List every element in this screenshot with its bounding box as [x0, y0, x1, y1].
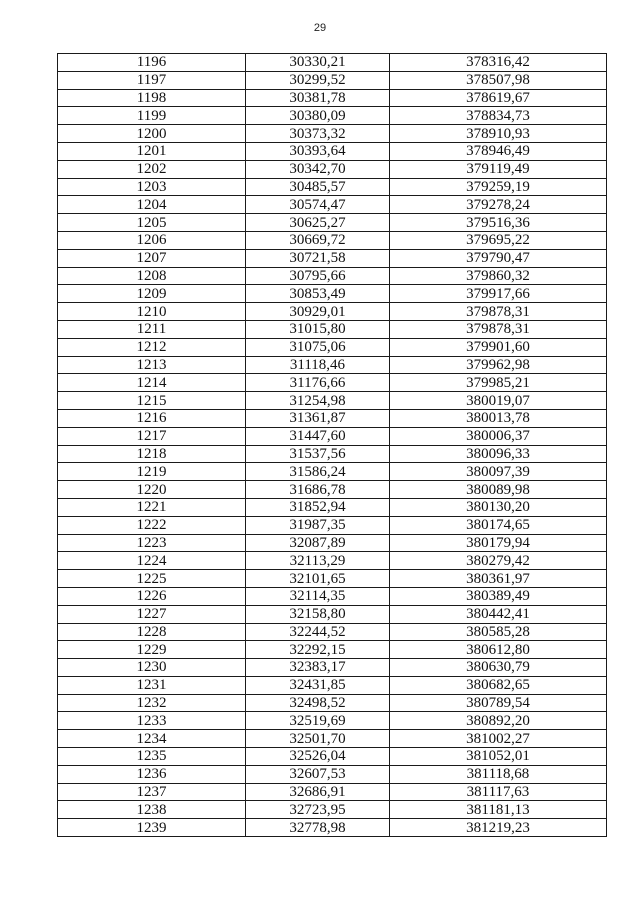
- table-row: [58, 730, 607, 748]
- y-coordinate-cell: 378946,49: [390, 142, 607, 160]
- y-coordinate-cell: 380892,20: [390, 712, 607, 730]
- point-number-cell: 1209: [58, 285, 246, 303]
- x-coordinate-cell: 32519,69: [246, 712, 390, 730]
- x-coordinate-cell: 30373,32: [246, 125, 390, 143]
- y-coordinate-cell: 379259,19: [390, 178, 607, 196]
- y-coordinate-cell: 380097,39: [390, 463, 607, 481]
- point-number-cell: 1200: [58, 125, 246, 143]
- x-coordinate-cell: 30381,78: [246, 89, 390, 107]
- y-coordinate-cell: 379878,31: [390, 303, 607, 321]
- x-coordinate-cell: 30342,70: [246, 160, 390, 178]
- x-coordinate-cell: 31686,78: [246, 481, 390, 499]
- x-coordinate-cell: 31537,56: [246, 445, 390, 463]
- x-coordinate-cell: 31361,87: [246, 409, 390, 427]
- x-coordinate-cell: 32686,91: [246, 783, 390, 801]
- y-coordinate-cell: 378619,67: [390, 89, 607, 107]
- table-row: [58, 356, 607, 374]
- point-number-cell: 1238: [58, 801, 246, 819]
- point-number-cell: 1237: [58, 783, 246, 801]
- table-row: [58, 303, 607, 321]
- y-coordinate-cell: 381002,27: [390, 730, 607, 748]
- point-number-cell: 1218: [58, 445, 246, 463]
- x-coordinate-cell: 31852,94: [246, 498, 390, 516]
- y-coordinate-cell: 379962,98: [390, 356, 607, 374]
- point-number-cell: 1201: [58, 142, 246, 160]
- x-coordinate-cell: 32292,15: [246, 641, 390, 659]
- table-row: [58, 783, 607, 801]
- x-coordinate-cell: 30795,66: [246, 267, 390, 285]
- y-coordinate-cell: 380361,97: [390, 570, 607, 588]
- x-coordinate-cell: 32244,52: [246, 623, 390, 641]
- table-row: [58, 516, 607, 534]
- table-body: [58, 54, 607, 837]
- table-row: [58, 481, 607, 499]
- y-coordinate-cell: 378316,42: [390, 54, 607, 72]
- table-row: [58, 196, 607, 214]
- table-row: [58, 552, 607, 570]
- y-coordinate-cell: 380389,49: [390, 587, 607, 605]
- table-row: [58, 587, 607, 605]
- y-coordinate-cell: 379695,22: [390, 231, 607, 249]
- point-number-cell: 1214: [58, 374, 246, 392]
- point-number-cell: 1213: [58, 356, 246, 374]
- point-number-cell: 1233: [58, 712, 246, 730]
- point-number-cell: 1224: [58, 552, 246, 570]
- y-coordinate-cell: 378507,98: [390, 71, 607, 89]
- x-coordinate-cell: 30330,21: [246, 54, 390, 72]
- point-number-cell: 1228: [58, 623, 246, 641]
- point-number-cell: 1196: [58, 54, 246, 72]
- x-coordinate-cell: 30299,52: [246, 71, 390, 89]
- y-coordinate-cell: 380442,41: [390, 605, 607, 623]
- table-row: [58, 231, 607, 249]
- x-coordinate-cell: 31075,06: [246, 338, 390, 356]
- x-coordinate-cell: 32431,85: [246, 676, 390, 694]
- table-row: [58, 374, 607, 392]
- point-number-cell: 1221: [58, 498, 246, 516]
- point-number-cell: 1219: [58, 463, 246, 481]
- table-row: [58, 267, 607, 285]
- x-coordinate-cell: 31118,46: [246, 356, 390, 374]
- point-number-cell: 1231: [58, 676, 246, 694]
- y-coordinate-cell: 380682,65: [390, 676, 607, 694]
- y-coordinate-cell: 379985,21: [390, 374, 607, 392]
- table-row: [58, 498, 607, 516]
- y-coordinate-cell: 381052,01: [390, 748, 607, 766]
- table-row: [58, 320, 607, 338]
- x-coordinate-cell: 32158,80: [246, 605, 390, 623]
- x-coordinate-cell: 32501,70: [246, 730, 390, 748]
- y-coordinate-cell: 380089,98: [390, 481, 607, 499]
- x-coordinate-cell: 31987,35: [246, 516, 390, 534]
- table-row: [58, 427, 607, 445]
- table-row: [58, 285, 607, 303]
- y-coordinate-cell: 380179,94: [390, 534, 607, 552]
- x-coordinate-cell: 32114,35: [246, 587, 390, 605]
- table-row: [58, 623, 607, 641]
- y-coordinate-cell: 380013,78: [390, 409, 607, 427]
- point-number-cell: 1239: [58, 819, 246, 837]
- table-row: [58, 142, 607, 160]
- point-number-cell: 1210: [58, 303, 246, 321]
- x-coordinate-cell: 30929,01: [246, 303, 390, 321]
- table-row: [58, 89, 607, 107]
- table-row: [58, 392, 607, 410]
- y-coordinate-cell: 379516,36: [390, 214, 607, 232]
- point-number-cell: 1204: [58, 196, 246, 214]
- table-row: [58, 54, 607, 72]
- x-coordinate-cell: 31586,24: [246, 463, 390, 481]
- y-coordinate-cell: 381181,13: [390, 801, 607, 819]
- y-coordinate-cell: 380585,28: [390, 623, 607, 641]
- y-coordinate-cell: 381117,63: [390, 783, 607, 801]
- y-coordinate-cell: 380130,20: [390, 498, 607, 516]
- y-coordinate-cell: 380612,80: [390, 641, 607, 659]
- coordinates-table: [57, 53, 607, 837]
- x-coordinate-cell: 30485,57: [246, 178, 390, 196]
- x-coordinate-cell: 32526,04: [246, 748, 390, 766]
- y-coordinate-cell: 379878,31: [390, 320, 607, 338]
- x-coordinate-cell: 32101,65: [246, 570, 390, 588]
- x-coordinate-cell: 32113,29: [246, 552, 390, 570]
- point-number-cell: 1235: [58, 748, 246, 766]
- table-row: [58, 534, 607, 552]
- y-coordinate-cell: 379790,47: [390, 249, 607, 267]
- table-row: [58, 748, 607, 766]
- y-coordinate-cell: 379901,60: [390, 338, 607, 356]
- y-coordinate-cell: 380096,33: [390, 445, 607, 463]
- point-number-cell: 1208: [58, 267, 246, 285]
- table-row: [58, 712, 607, 730]
- y-coordinate-cell: 381118,68: [390, 765, 607, 783]
- table-row: [58, 463, 607, 481]
- point-number-cell: 1203: [58, 178, 246, 196]
- point-number-cell: 1212: [58, 338, 246, 356]
- point-number-cell: 1215: [58, 392, 246, 410]
- table-row: [58, 445, 607, 463]
- y-coordinate-cell: 380019,07: [390, 392, 607, 410]
- x-coordinate-cell: 32087,89: [246, 534, 390, 552]
- table-row: [58, 107, 607, 125]
- point-number-cell: 1229: [58, 641, 246, 659]
- table-row: [58, 694, 607, 712]
- point-number-cell: 1226: [58, 587, 246, 605]
- y-coordinate-cell: 381219,23: [390, 819, 607, 837]
- x-coordinate-cell: 30853,49: [246, 285, 390, 303]
- table-row: [58, 71, 607, 89]
- point-number-cell: 1232: [58, 694, 246, 712]
- x-coordinate-cell: 30380,09: [246, 107, 390, 125]
- x-coordinate-cell: 32778,98: [246, 819, 390, 837]
- table-row: [58, 659, 607, 677]
- x-coordinate-cell: 30669,72: [246, 231, 390, 249]
- table-row: [58, 178, 607, 196]
- point-number-cell: 1227: [58, 605, 246, 623]
- point-number-cell: 1206: [58, 231, 246, 249]
- point-number-cell: 1220: [58, 481, 246, 499]
- table-row: [58, 819, 607, 837]
- x-coordinate-cell: 32607,53: [246, 765, 390, 783]
- x-coordinate-cell: 31254,98: [246, 392, 390, 410]
- x-coordinate-cell: 30625,27: [246, 214, 390, 232]
- point-number-cell: 1223: [58, 534, 246, 552]
- point-number-cell: 1234: [58, 730, 246, 748]
- x-coordinate-cell: 30721,58: [246, 249, 390, 267]
- y-coordinate-cell: 379119,49: [390, 160, 607, 178]
- point-number-cell: 1216: [58, 409, 246, 427]
- x-coordinate-cell: 31176,66: [246, 374, 390, 392]
- point-number-cell: 1202: [58, 160, 246, 178]
- point-number-cell: 1198: [58, 89, 246, 107]
- x-coordinate-cell: 30393,64: [246, 142, 390, 160]
- table-row: [58, 765, 607, 783]
- table-row: [58, 801, 607, 819]
- y-coordinate-cell: 380630,79: [390, 659, 607, 677]
- x-coordinate-cell: 31447,60: [246, 427, 390, 445]
- x-coordinate-cell: 31015,80: [246, 320, 390, 338]
- table-row: [58, 249, 607, 267]
- point-number-cell: 1217: [58, 427, 246, 445]
- y-coordinate-cell: 379917,66: [390, 285, 607, 303]
- table-row: [58, 214, 607, 232]
- x-coordinate-cell: 30574,47: [246, 196, 390, 214]
- table-row: [58, 409, 607, 427]
- y-coordinate-cell: 378834,73: [390, 107, 607, 125]
- point-number-cell: 1207: [58, 249, 246, 267]
- point-number-cell: 1197: [58, 71, 246, 89]
- table-row: [58, 605, 607, 623]
- table-row: [58, 125, 607, 143]
- y-coordinate-cell: 380279,42: [390, 552, 607, 570]
- y-coordinate-cell: 380006,37: [390, 427, 607, 445]
- table-row: [58, 676, 607, 694]
- point-number-cell: 1225: [58, 570, 246, 588]
- y-coordinate-cell: 380789,54: [390, 694, 607, 712]
- point-number-cell: 1236: [58, 765, 246, 783]
- y-coordinate-cell: 378910,93: [390, 125, 607, 143]
- point-number-cell: 1205: [58, 214, 246, 232]
- point-number-cell: 1199: [58, 107, 246, 125]
- point-number-cell: 1230: [58, 659, 246, 677]
- y-coordinate-cell: 380174,65: [390, 516, 607, 534]
- point-number-cell: 1222: [58, 516, 246, 534]
- y-coordinate-cell: 379860,32: [390, 267, 607, 285]
- point-number-cell: 1211: [58, 320, 246, 338]
- table-row: [58, 641, 607, 659]
- page-number: 29: [313, 22, 327, 34]
- y-coordinate-cell: 379278,24: [390, 196, 607, 214]
- table-row: [58, 570, 607, 588]
- x-coordinate-cell: 32498,52: [246, 694, 390, 712]
- table-row: [58, 338, 607, 356]
- x-coordinate-cell: 32723,95: [246, 801, 390, 819]
- x-coordinate-cell: 32383,17: [246, 659, 390, 677]
- table-row: [58, 160, 607, 178]
